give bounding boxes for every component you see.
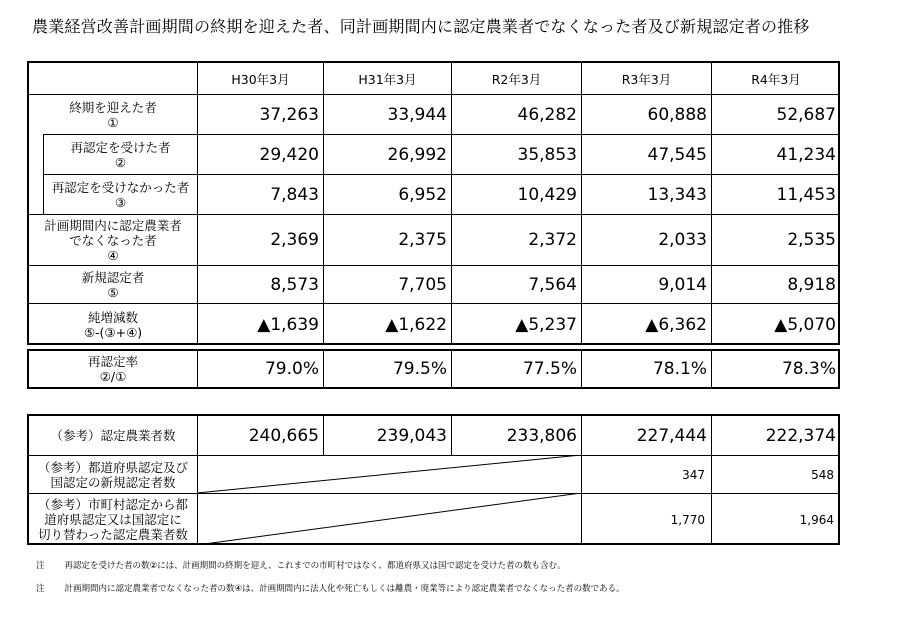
table-cell: ▲5,237 xyxy=(451,303,581,345)
row-label: （参考）認定農業者数 xyxy=(50,428,176,443)
col-header: R4年3月 xyxy=(711,63,840,94)
col-header: H31年3月 xyxy=(323,63,451,94)
table-cell: ▲1,622 xyxy=(323,303,451,345)
table-cell: ▲6,362 xyxy=(581,303,711,345)
table-cell: 7,705 xyxy=(323,265,451,303)
table-cell: 52,687 xyxy=(711,94,840,134)
table-cell: 46,282 xyxy=(451,94,581,134)
table-cell: 8,573 xyxy=(197,265,323,303)
table-cell: 33,944 xyxy=(323,94,451,134)
page-title: 農業経営改善計画期間の終期を迎えた者、同計画期間内に認定農業者でなくなった者及び新規認定者の推移 xyxy=(32,17,810,36)
row-label: 終期を迎えた者 ① xyxy=(29,94,197,134)
table-cell: 1,770 xyxy=(581,493,711,545)
table-cell: 2,369 xyxy=(197,214,323,265)
row-label: 純増減数 ⑤-(③+④) xyxy=(29,303,197,345)
table-cell: 41,234 xyxy=(711,134,840,174)
diagonal-line-1 xyxy=(197,455,581,493)
table-cell: 548 xyxy=(711,455,840,493)
row-label: 再認定を受けなかった者 ③ xyxy=(43,174,197,214)
table-cell: 347 xyxy=(581,455,711,493)
table-cell: 227,444 xyxy=(581,416,711,455)
table-cell: ▲1,639 xyxy=(197,303,323,345)
rate-table xyxy=(27,349,840,389)
table-cell: 79.0% xyxy=(197,351,323,387)
row-label: 計画期間内に認定農業者 でなくなった者 ④ xyxy=(29,214,197,265)
table-cell: ▲5,070 xyxy=(711,303,840,345)
row-label: 再認定を受けた者 ② xyxy=(43,134,197,174)
table-cell: 37,263 xyxy=(197,94,323,134)
diagonal-line-2 xyxy=(197,493,581,545)
table-cell: 7,564 xyxy=(451,265,581,303)
table-cell: 222,374 xyxy=(711,416,840,455)
table-cell: 29,420 xyxy=(197,134,323,174)
row-label: （参考）市町村認定から都 道府県認定又は国認定に 切り替わった認定農業者数 xyxy=(29,493,197,545)
note-1: 注 再認定を受けた者の数②には、計画期間の終期を迎え、これまでの市町村ではなく、都道府県又は国で認定を受けた者の数も含む。 xyxy=(36,561,566,571)
table-cell: 78.3% xyxy=(711,351,840,387)
table-cell: 2,372 xyxy=(451,214,581,265)
table-cell: 6,952 xyxy=(323,174,451,214)
table-cell: 9,014 xyxy=(581,265,711,303)
table-cell: 2,535 xyxy=(711,214,840,265)
table-cell: 26,992 xyxy=(323,134,451,174)
table-cell: 7,843 xyxy=(197,174,323,214)
reference-table xyxy=(27,414,840,545)
table-cell: 240,665 xyxy=(197,416,323,455)
row-label: 再認定率 ②/① xyxy=(87,354,138,384)
table-cell: 79.5% xyxy=(323,351,451,387)
note-2: 注 計画期間内に認定農業者でなくなった者の数④は、計画期間内に法人化や死亡もしくは離農・廃業等により認定農業者でなくなった者の数である。 xyxy=(36,584,625,594)
table-cell: 77.5% xyxy=(451,351,581,387)
table-cell: 239,043 xyxy=(323,416,451,455)
table-cell: 35,853 xyxy=(451,134,581,174)
table-cell: 60,888 xyxy=(581,94,711,134)
table-cell: 8,918 xyxy=(711,265,840,303)
col-header: R3年3月 xyxy=(581,63,711,94)
row-label: 新規認定者 ⑤ xyxy=(29,265,197,303)
table-cell: 1,964 xyxy=(711,493,840,545)
table-cell: 47,545 xyxy=(581,134,711,174)
table-cell: 2,033 xyxy=(581,214,711,265)
table-cell: 10,429 xyxy=(451,174,581,214)
table-cell: 13,343 xyxy=(581,174,711,214)
main-table xyxy=(27,61,840,345)
row-label: （参考）都道府県認定及び 国認定の新規認定者数 xyxy=(29,455,197,493)
table-cell: 233,806 xyxy=(451,416,581,455)
table-cell: 11,453 xyxy=(711,174,840,214)
col-header: H30年3月 xyxy=(197,63,323,94)
col-header: R2年3月 xyxy=(451,63,581,94)
table-cell: 78.1% xyxy=(581,351,711,387)
table-cell: 2,375 xyxy=(323,214,451,265)
